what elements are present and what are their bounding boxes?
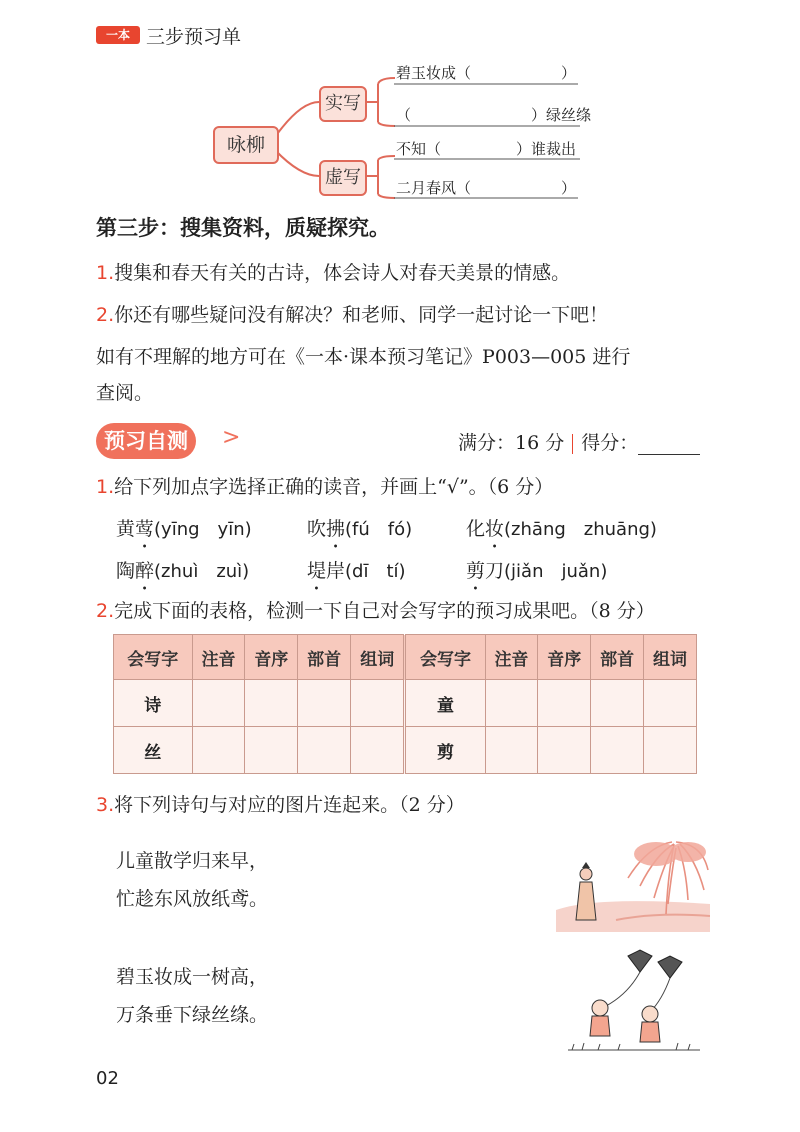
mindmap-leaf-a1: 碧玉妆成（ ） [396,64,577,82]
table-header: 会写字 [114,635,193,680]
pinyin-options[interactable]: (zhuì zuì) [154,561,250,582]
mindmap-branch-b: 虚写 [319,160,367,196]
char-plain: 陶 [116,560,136,582]
got-score-label: 得分： [581,432,639,454]
step3-note-line-2: 查阅。 [96,382,154,404]
table-header: 音序 [538,635,591,680]
q1-prompt [96,472,553,499]
table-header: 组词 [644,635,697,680]
mindmap-leaf-b2: 二月春风（ ） [396,179,577,197]
table-blank-cell[interactable] [298,727,351,774]
poem2-line1: 碧玉妆成一树高， [116,966,269,988]
page-header-title: 三步预习单 [146,26,242,48]
table-blank-cell[interactable] [591,680,644,727]
chevron-right-icon: > [222,425,241,450]
pinyin-item-4 [116,556,249,583]
char-dotted: 醉 [135,560,155,582]
char-plain: 黄 [116,518,136,540]
step3-item-2 [96,300,608,327]
brand-badge: 一本 [96,26,140,44]
poem1-line2: 忙趁东风放纸鸢。 [116,888,269,910]
table-blank-cell[interactable] [485,727,538,774]
table-char-cell: 剪 [405,727,485,774]
table-char-cell: 诗 [114,680,193,727]
mindmap-root: 咏柳 [213,126,279,164]
table-header: 组词 [351,635,405,680]
item-number: 1. [96,262,115,284]
step3-item-1 [96,258,570,285]
item-number: 2. [96,304,115,326]
table-header: 音序 [245,635,298,680]
pinyin-options[interactable]: (yīng yīn) [154,519,252,540]
poem2-line2: 万条垂下绿丝绦。 [116,1004,269,1026]
poem1-line1: 儿童散学归来早， [116,850,269,872]
char-plain: 化 [466,518,486,540]
score-box [458,428,700,455]
willow-scene-illustration[interactable] [556,824,710,932]
connector-a-bracket [363,78,395,126]
table-row [114,727,697,774]
page-number: 02 [96,1068,119,1089]
pinyin-item-2 [307,514,412,541]
table-header: 注音 [485,635,538,680]
char-dotted: 妆 [485,518,505,540]
pinyin-options[interactable]: (zhāng zhuāng) [504,519,657,540]
table-header: 部首 [591,635,644,680]
char-dotted: 剪 [466,560,486,582]
score-blank[interactable] [638,434,700,455]
full-score-label: 满分：16 分 [458,432,565,454]
table-blank-cell[interactable] [644,727,697,774]
item-text: 你还有哪些疑问没有解决？和老师、同学一起讨论一下吧！ [114,304,609,326]
table-blank-cell[interactable] [245,680,298,727]
table-blank-cell[interactable] [591,727,644,774]
q2-number: 2. [96,600,115,622]
item-text: 搜集和春天有关的古诗，体会诗人对春天美景的情感。 [114,262,571,284]
table-header: 部首 [298,635,351,680]
char-plain: 岸 [326,560,346,582]
table-blank-cell[interactable] [485,680,538,727]
table-header-row [114,635,697,680]
pinyin-item-1 [116,514,252,541]
pinyin-options[interactable]: (fú fó) [345,519,413,540]
char-plain: 刀 [485,560,505,582]
score-divider [572,434,573,454]
table-blank-cell[interactable] [298,680,351,727]
table-blank-cell[interactable] [538,680,591,727]
pinyin-options[interactable]: (jiǎn juǎn) [504,561,608,582]
char-plain: 吹 [307,518,327,540]
q2-text: 完成下面的表格，检测一下自己对会写字的预习成果吧。（8 分） [114,600,655,622]
table-row [114,680,697,727]
table-blank-cell[interactable] [192,727,245,774]
table-blank-cell[interactable] [644,680,697,727]
table-header: 会写字 [405,635,485,680]
connector-root-b [275,150,319,176]
table-blank-cell[interactable] [538,727,591,774]
selftest-badge: 预习自测 [96,423,196,459]
connector-root-a [275,102,319,137]
q3-number: 3. [96,794,115,816]
kite-flying-illustration[interactable] [558,946,710,1056]
table-char-cell: 童 [405,680,485,727]
char-dotted: 拂 [326,518,346,540]
q3-prompt [96,790,465,817]
table-char-cell: 丝 [114,727,193,774]
pinyin-options[interactable]: (dī tí) [345,561,406,582]
table-blank-cell[interactable] [245,727,298,774]
table-blank-cell[interactable] [192,680,245,727]
q1-number: 1. [96,476,115,498]
mindmap-leaf-b1: 不知（ ）谁裁出 [396,140,577,158]
mindmap-branch-a: 实写 [319,86,367,122]
table-blank-cell[interactable] [351,680,405,727]
q2-prompt [96,596,655,623]
mindmap-leaf-a2: （ ）绿丝绦 [396,106,592,124]
pinyin-item-3 [466,514,657,541]
char-dotted: 堤 [307,560,327,582]
pinyin-item-6 [466,556,607,583]
q1-text: 给下列加点字选择正确的读音，并画上“√”。（6 分） [114,476,554,498]
table-header: 注音 [192,635,245,680]
table-blank-cell[interactable] [351,727,405,774]
step3-note-line-1: 如有不理解的地方可在《一本·课本预习笔记》P003—005 进行 [96,346,631,368]
pinyin-item-5 [307,556,406,583]
q3-text: 将下列诗句与对应的图片连起来。（2 分） [114,794,465,816]
char-dotted: 莺 [135,518,155,540]
writing-table [113,634,697,774]
step3-heading: 第三步：搜集资料，质疑探究。 [96,216,390,240]
connector-b-bracket [363,156,395,198]
